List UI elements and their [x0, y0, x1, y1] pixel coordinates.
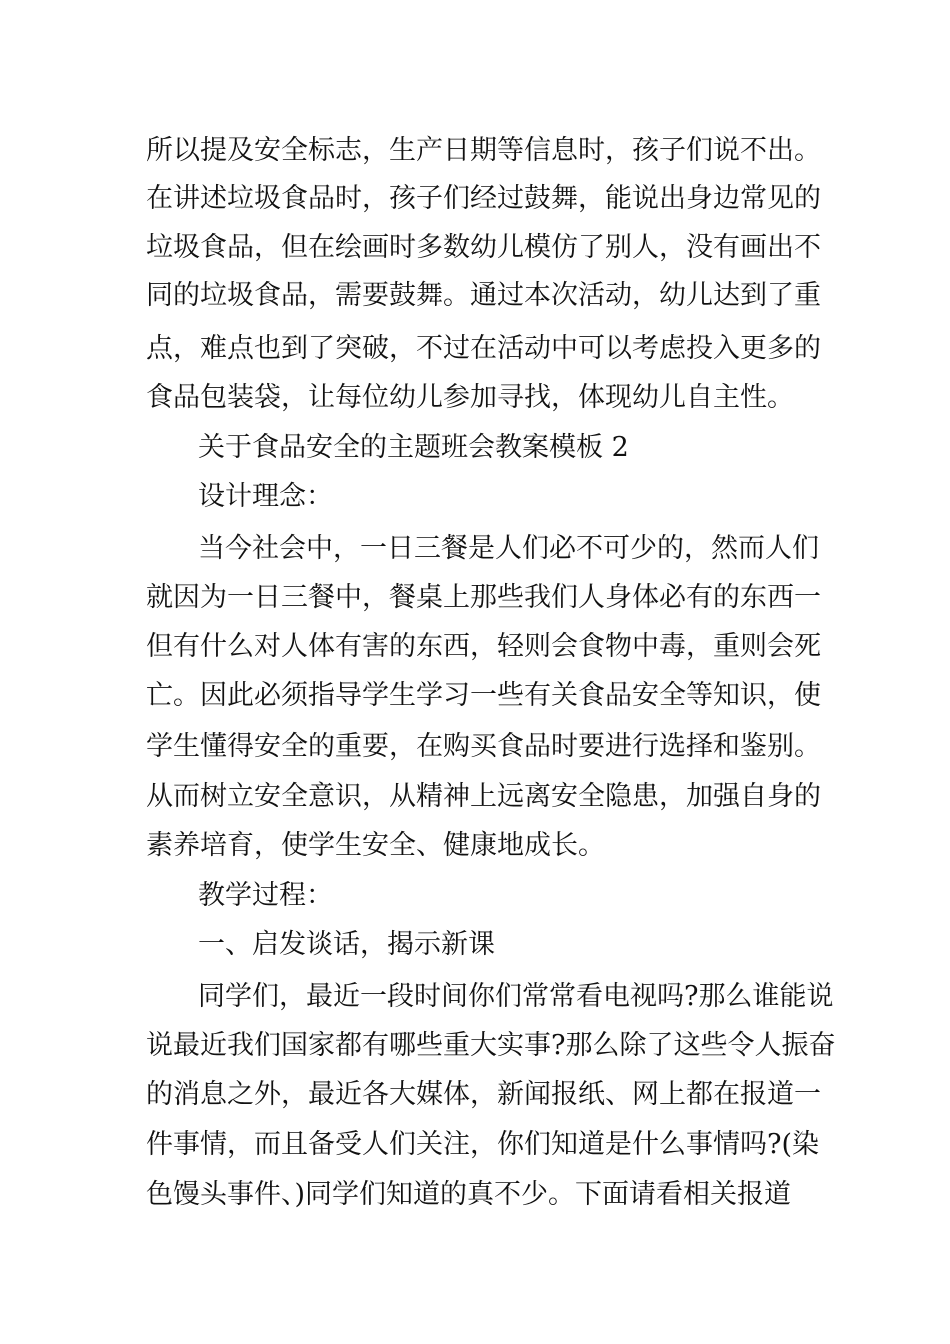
text-line: 亡。因此必须指导学生学习一些有关食品安全等知识，使 [146, 680, 821, 711]
text-line: 学生懂得安全的重要，在购买食品时要进行选择和鉴别。 [146, 731, 821, 762]
text-line: 从而树立安全意识，从精神上远离安全隐患，加强自身的 [146, 781, 821, 812]
text-line: 素养培育，使学生安全、健康地成长。 [146, 830, 605, 861]
section-heading: 关于食品安全的主题班会教案模板 2 [198, 432, 629, 463]
text-line: 所以提及安全标志，生产日期等信息时，孩子们说不出。 [146, 135, 821, 166]
text-line: 就因为一日三餐中，餐桌上那些我们人身体必有的东西一 [146, 582, 821, 613]
text-line: 垃圾食品，但在绘画时多数幼儿模仿了别人，没有画出不 [146, 232, 821, 263]
text-line: 同学们，最近一段时间你们常常看电视吗?那么谁能说 [198, 981, 834, 1012]
text-line: 色馒头事件、)同学们知道的真不少。下面请看相关报道 [146, 1179, 792, 1210]
text-line: 件事情，而且备受人们关注，你们知道是什么事情吗?(染 [146, 1129, 820, 1160]
text-line: 的消息之外，最近各大媒体，新闻报纸、网上都在报道一 [146, 1079, 821, 1110]
text-line: 在讲述垃圾食品时，孩子们经过鼓舞，能说出身边常见的 [146, 183, 821, 214]
text-line: 同的垃圾食品，需要鼓舞。通过本次活动，幼儿达到了重 [146, 280, 821, 311]
text-line: 点，难点也到了突破，不过在活动中可以考虑投入更多的 [146, 333, 821, 364]
text-line: 食品包装袋，让每位幼儿参加寻找，体现幼儿自主性。 [146, 382, 794, 413]
subheading-step-one: 一、启发谈话，揭示新课 [198, 929, 495, 960]
subheading-design-concept: 设计理念： [198, 481, 333, 512]
subheading-teaching-process: 教学过程： [198, 880, 333, 911]
text-line: 但有什么对人体有害的东西，轻则会食物中毒，重则会死 [146, 631, 821, 662]
text-line: 当今社会中，一日三餐是人们必不可少的，然而人们 [198, 533, 819, 564]
text-line: 说最近我们国家都有哪些重大实事?那么除了这些令人振奋 [146, 1030, 836, 1061]
